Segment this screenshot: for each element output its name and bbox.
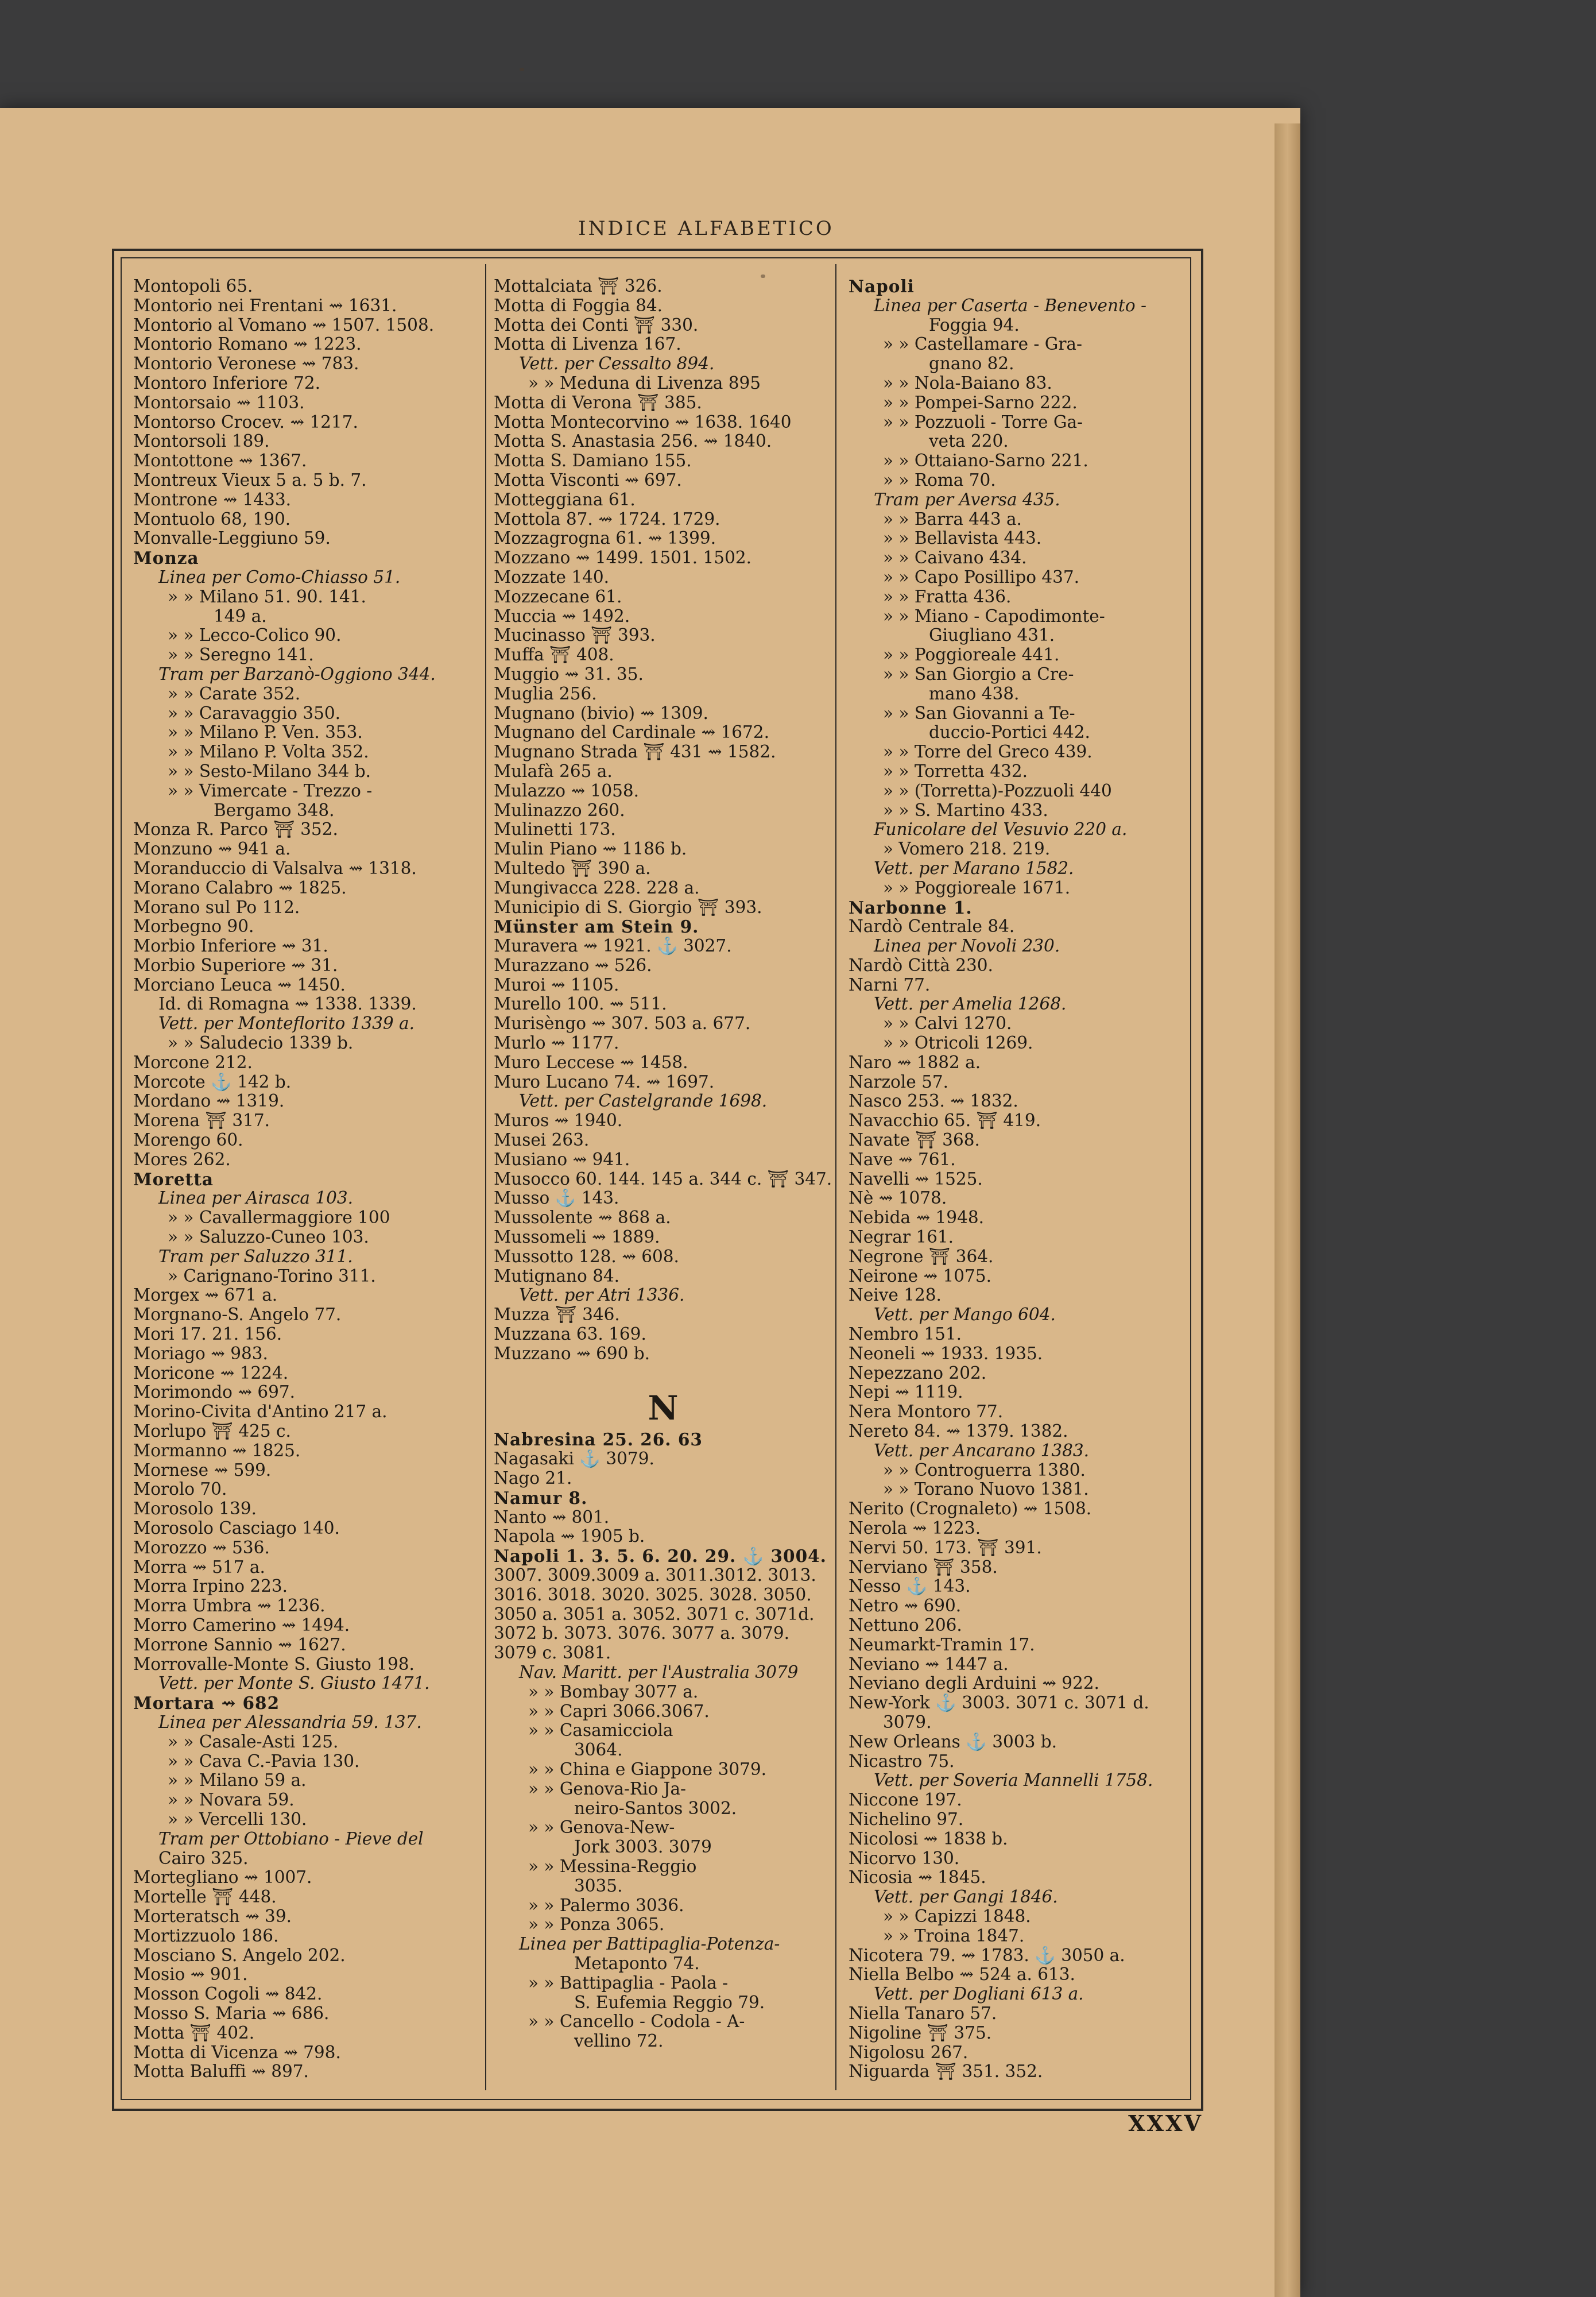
- index-entry: Mozzagrogna 61. ⇝ 1399.: [494, 529, 716, 548]
- index-entry: Narzole 57.: [849, 1072, 948, 1092]
- index-entry: » » Ponza 3065.: [528, 1915, 665, 1935]
- index-entry: Muggio ⇝ 31. 35.: [494, 664, 644, 684]
- index-entry: Mozzate 140.: [494, 567, 610, 587]
- index-entry: Morro Camerino ⇝ 1494.: [133, 1615, 350, 1635]
- index-entry: » » Cavallermaggiore 100: [168, 1208, 390, 1228]
- index-entry: Muzzana 63. 169.: [494, 1325, 646, 1344]
- index-entry: Netro ⇝ 690.: [849, 1596, 962, 1616]
- index-entry: Nagasaki ⚓ 3079.: [494, 1449, 654, 1469]
- index-entry: Muffa ⛩ 408.: [494, 645, 614, 665]
- index-entry: Murlo ⇝ 1177.: [494, 1034, 619, 1053]
- index-entry: Metaponto 74.: [574, 1954, 700, 1973]
- index-entry: Nembro 151.: [849, 1325, 962, 1344]
- index-entry: » » Sesto-Milano 344 b.: [168, 761, 371, 781]
- index-entry: Vett. per Cessalto 894.: [519, 354, 715, 374]
- index-entry: Vett. per Dogliani 613 a.: [874, 1985, 1084, 2004]
- index-entry: » » Pompei-Sarno 222.: [883, 393, 1078, 412]
- index-entry: Musiano ⇝ 941.: [494, 1150, 630, 1169]
- index-entry: » » Novara 59.: [168, 1791, 295, 1810]
- index-entry: » » Torre del Greco 439.: [883, 743, 1093, 762]
- index-entry: Vett. per Mango 604.: [874, 1305, 1056, 1325]
- index-entry: gnano 82.: [929, 354, 1014, 374]
- index-entry: Nerito (Crognaleto) ⇝ 1508.: [849, 1499, 1092, 1519]
- index-entry: Morra Irpino 223.: [133, 1577, 288, 1596]
- index-entry: Napoli 1. 3. 5. 6. 20. 29. ⚓ 3004.: [494, 1546, 827, 1566]
- index-entry: duccio-Portici 442.: [929, 723, 1090, 743]
- index-entry: Mori 17. 21. 156.: [133, 1325, 282, 1344]
- index-entry: Nicosia ⇝ 1845.: [849, 1868, 986, 1888]
- index-entry: Muzza ⛩ 346.: [494, 1305, 620, 1325]
- index-entry: Nardò Città 230.: [849, 956, 993, 975]
- index-entry: Mugnano del Cardinale ⇝ 1672.: [494, 723, 769, 743]
- index-entry: Mulin Piano ⇝ 1186 b.: [494, 840, 687, 859]
- index-entry: Nicolosi ⇝ 1838 b.: [849, 1829, 1008, 1849]
- index-entry: » » Meduna di Livenza 895: [528, 373, 761, 393]
- index-entry: » » China e Giappone 3079.: [528, 1760, 767, 1779]
- index-entry: » » Poggioreale 1671.: [883, 878, 1071, 898]
- index-entry: Mosson Cogoli ⇝ 842.: [133, 1985, 323, 2004]
- index-entry: Morano sul Po 112.: [133, 898, 300, 917]
- index-entry: » » Palermo 3036.: [528, 1896, 684, 1915]
- index-entry: » » Milano P. Ven. 353.: [168, 723, 363, 743]
- index-entry: Namur 8.: [494, 1488, 588, 1508]
- index-entry: Linea per Caserta - Benevento -: [874, 296, 1146, 315]
- index-entry: Mozzecane 61.: [494, 587, 622, 606]
- index-entry: Mosso S. Maria ⇝ 686.: [133, 2004, 330, 2023]
- index-entry: » » Saluzzo-Cuneo 103.: [168, 1228, 369, 1247]
- index-entry: Montorio Romano ⇝ 1223.: [133, 335, 362, 354]
- index-entry: Morbio Inferiore ⇝ 31.: [133, 937, 328, 956]
- index-entry: Morolo 70.: [133, 1480, 227, 1499]
- index-entry: 3035.: [574, 1876, 623, 1896]
- index-entry: 3016. 3018. 3020. 3025. 3028. 3050.: [494, 1585, 812, 1604]
- index-entry: Montrone ⇝ 1433.: [133, 490, 292, 509]
- index-entry: 3064.: [574, 1741, 623, 1760]
- index-entry: Morteratsch ⇝ 39.: [133, 1907, 292, 1926]
- index-entry: » » Milano 59 a.: [168, 1771, 307, 1791]
- index-entry: » » Vimercate - Trezzo -: [168, 781, 373, 801]
- index-entry: » » Capo Posillipo 437.: [883, 567, 1080, 587]
- index-entry: » » Battipaglia - Paola -: [528, 1973, 729, 1993]
- column-rule: [485, 264, 486, 2090]
- index-entry: Mulafà 265 a.: [494, 761, 613, 781]
- index-entry: Monza R. Parco ⛩ 352.: [133, 820, 338, 840]
- index-entry: » » Casale-Asti 125.: [168, 1732, 339, 1751]
- index-entry: Vett. per Monteflorito 1339 a.: [158, 1014, 415, 1034]
- index-entry: Morciano Leuca ⇝ 1450.: [133, 975, 346, 995]
- index-entry: » » Torano Nuovo 1381.: [883, 1480, 1089, 1499]
- index-entry: » » Carate 352.: [168, 684, 301, 703]
- index-entry: Morbio Superiore ⇝ 31.: [133, 956, 338, 975]
- index-entry: Negrone ⛩ 364.: [849, 1247, 994, 1266]
- index-entry: Motta di Vicenza ⇝ 798.: [133, 2043, 341, 2062]
- index-entry: » » Cava C.-Pavia 130.: [168, 1751, 360, 1771]
- index-entry: Musocco 60. 144. 145 a. 344 c. ⛩ 347.: [494, 1169, 832, 1189]
- index-entry: » » Milano 51. 90. 141.: [168, 587, 366, 606]
- index-column-2: [494, 277, 832, 2051]
- index-entry: Musso ⚓ 143.: [494, 1189, 619, 1208]
- index-entry: Muzzano ⇝ 690 b.: [494, 1344, 650, 1363]
- index-entry: Multedo ⛩ 390 a.: [494, 859, 651, 878]
- index-entry: Münster am Stein 9.: [494, 917, 699, 937]
- index-entry: Muros ⇝ 1940.: [494, 1111, 623, 1131]
- index-entry: » » Troina 1847.: [883, 1926, 1025, 1946]
- index-entry: » » Saludecio 1339 b.: [168, 1034, 354, 1053]
- index-entry: Morgnano-S. Angelo 77.: [133, 1305, 342, 1325]
- index-entry: » » Caivano 434.: [883, 548, 1027, 568]
- index-entry: » » S. Martino 433.: [883, 801, 1048, 820]
- index-entry: Mosciano S. Angelo 202.: [133, 1946, 346, 1965]
- index-entry: Morra Umbra ⇝ 1236.: [133, 1596, 326, 1616]
- index-entry: » » Genova-New-: [528, 1818, 675, 1838]
- index-entry: Monza: [133, 548, 199, 568]
- index-entry: Muglia 256.: [494, 684, 597, 703]
- index-entry: » » Casamicciola: [528, 1721, 673, 1741]
- index-entry: Morena ⛩ 317.: [133, 1111, 270, 1131]
- index-entry: » » Cancello - Codola - A-: [528, 2012, 745, 2032]
- index-entry: Motta Visconti ⇝ 697.: [494, 470, 682, 490]
- page-edge: [1275, 123, 1300, 2297]
- index-entry: Motteggiana 61.: [494, 490, 636, 509]
- index-entry: Morosolo Casciago 140.: [133, 1519, 340, 1538]
- index-entry: Tram per Aversa 435.: [874, 490, 1060, 509]
- index-entry: New Orleans ⚓ 3003 b.: [849, 1732, 1057, 1751]
- index-entry: Vett. per Atri 1336.: [519, 1286, 685, 1305]
- index-entry: Motta di Livenza 167.: [494, 335, 681, 354]
- index-entry: mano 438.: [929, 684, 1020, 703]
- index-entry: 3079 c. 3081.: [494, 1644, 611, 1663]
- index-entry: Morimondo ⇝ 697.: [133, 1383, 296, 1402]
- index-entry: Neviano degli Arduini ⇝ 922.: [849, 1674, 1099, 1693]
- index-entry: Mussolente ⇝ 868 a.: [494, 1208, 671, 1228]
- index-entry: Montorsaio ⇝ 1103.: [133, 393, 305, 412]
- index-entry: » » Capri 3066.3067.: [528, 1702, 710, 1721]
- index-entry: Montreux Vieux 5 a. 5 b. 7.: [133, 470, 367, 490]
- index-entry: Nago 21.: [494, 1469, 572, 1488]
- index-entry: Nicorvo 130.: [849, 1849, 960, 1868]
- index-entry: Nera Montoro 77.: [849, 1402, 1004, 1422]
- page-number: XXXV: [1128, 2110, 1203, 2136]
- index-entry: Municipio di S. Giorgio ⛩ 393.: [494, 898, 762, 917]
- index-entry: Nebida ⇝ 1948.: [849, 1208, 984, 1228]
- index-entry: Linea per Battipaglia-Potenza-: [519, 1935, 780, 1954]
- index-entry: Niella Tanaro 57.: [849, 2004, 997, 2023]
- index-entry: New-York ⚓ 3003. 3071 c. 3071 d.: [849, 1693, 1149, 1713]
- index-entry: Morbegno 90.: [133, 917, 254, 937]
- index-entry: Neirone ⇝ 1075.: [849, 1266, 991, 1286]
- index-entry: » » Capizzi 1848.: [883, 1907, 1031, 1926]
- index-entry: » » Caravaggio 350.: [168, 703, 340, 723]
- index-entry: Linea per Airasca 103.: [158, 1189, 354, 1208]
- index-entry: Bergamo 348.: [214, 801, 335, 820]
- index-entry: vellino 72.: [574, 2032, 664, 2051]
- index-entry: Neviano ⇝ 1447 a.: [849, 1654, 1009, 1674]
- index-entry: Nardò Centrale 84.: [849, 917, 1015, 937]
- index-entry: Nerviano ⛩ 358.: [849, 1557, 998, 1577]
- index-entry: Muccia ⇝ 1492.: [494, 606, 630, 626]
- index-entry: Neoneli ⇝ 1933. 1935.: [849, 1344, 1043, 1363]
- index-entry: Linea per Como-Chiasso 51.: [158, 567, 401, 587]
- index-entry: Nettuno 206.: [849, 1615, 962, 1635]
- index-entry: Motta dei Conti ⛩ 330.: [494, 315, 699, 335]
- index-entry: Vett. per Amelia 1268.: [874, 995, 1067, 1014]
- index-entry: Id. di Romagna ⇝ 1338. 1339.: [158, 995, 417, 1014]
- index-entry: Funicolare del Vesuvio 220 a.: [874, 820, 1128, 840]
- index-entry: Motta di Foggia 84.: [494, 296, 663, 315]
- index-entry: Naro ⇝ 1882 a.: [849, 1053, 981, 1072]
- index-entry: Montoro Inferiore 72.: [133, 373, 320, 393]
- index-column-1: [133, 277, 472, 2082]
- index-entry: Morcone 212.: [133, 1053, 253, 1072]
- index-entry: Nave ⇝ 761.: [849, 1150, 956, 1169]
- index-entry: Giugliano 431.: [929, 626, 1055, 645]
- index-entry: » » Genova-Rio Ja-: [528, 1779, 687, 1799]
- index-entry: » » Castellamare - Gra-: [883, 335, 1082, 354]
- index-entry: Napola ⇝ 1905 b.: [494, 1527, 645, 1546]
- index-entry: Mordano ⇝ 1319.: [133, 1092, 285, 1111]
- index-entry: Tram per Ottobiano - Pieve del: [158, 1829, 424, 1849]
- index-entry: Nepi ⇝ 1119.: [849, 1383, 963, 1402]
- index-entry: neiro-Santos 3002.: [574, 1799, 737, 1818]
- index-entry: Navacchio 65. ⛩ 419.: [849, 1111, 1041, 1131]
- index-entry: Mottola 87. ⇝ 1724. 1729.: [494, 509, 720, 529]
- index-entry: Tram per Barzanò-Oggiono 344.: [158, 664, 436, 684]
- index-entry: Montorio nei Frentani ⇝ 1631.: [133, 296, 397, 315]
- column-rule: [835, 264, 836, 2090]
- index-entry: Nesso ⚓ 143.: [849, 1577, 971, 1596]
- index-entry: » » Milano P. Volta 352.: [168, 743, 369, 762]
- index-entry: Nav. Maritt. per l'Australia 3079: [519, 1662, 799, 1682]
- index-entry: Niguarda ⛩ 351. 352.: [849, 2062, 1043, 2082]
- index-entry: Vett. per Marano 1582.: [874, 859, 1074, 878]
- index-entry: Murello 100. ⇝ 511.: [494, 995, 667, 1014]
- index-entry: Moriago ⇝ 983.: [133, 1344, 268, 1363]
- index-entry: Jork 3003. 3079: [574, 1838, 712, 1857]
- index-entry: Monvalle-Leggiuno 59.: [133, 529, 331, 548]
- page-header: INDICE ALFABETICO: [578, 217, 834, 240]
- index-entry: Vett. per Ancarano 1383.: [874, 1441, 1090, 1460]
- index-entry: Nereto 84. ⇝ 1379. 1382.: [849, 1422, 1068, 1441]
- index-entry: Vett. per Soveria Mannelli 1758.: [874, 1771, 1153, 1791]
- index-entry: Moretta: [133, 1169, 214, 1189]
- index-entry: Moranduccio di Valsalva ⇝ 1318.: [133, 859, 417, 878]
- index-entry: Muro Leccese ⇝ 1458.: [494, 1053, 688, 1072]
- index-entry: Muroi ⇝ 1105.: [494, 975, 619, 995]
- index-entry: Montopoli 65.: [133, 277, 253, 296]
- index-entry: Nanto ⇝ 801.: [494, 1507, 610, 1527]
- index-entry: Montottone ⇝ 1367.: [133, 451, 307, 471]
- index-entry: Tram per Saluzzo 311.: [158, 1247, 353, 1266]
- index-entry: Mugnano (bivio) ⇝ 1309.: [494, 703, 708, 723]
- index-entry: » » Otricoli 1269.: [883, 1034, 1033, 1053]
- index-entry: Mozzano ⇝ 1499. 1501. 1502.: [494, 548, 751, 568]
- index-entry: Mucinasso ⛩ 393.: [494, 626, 656, 645]
- index-entry: Nabresina 25. 26. 63: [494, 1430, 703, 1450]
- index-entry: Nicastro 75.: [849, 1751, 955, 1771]
- index-entry: 3050 a. 3051 a. 3052. 3071 c. 3071d.: [494, 1604, 815, 1624]
- index-entry: Linea per Alessandria 59. 137.: [158, 1712, 422, 1732]
- index-entry: 149 a.: [214, 606, 267, 626]
- index-entry: Morengo 60.: [133, 1131, 243, 1150]
- index-entry: Nepezzano 202.: [849, 1363, 987, 1383]
- index-entry: Mores 262.: [133, 1150, 231, 1169]
- index-entry: Narni 77.: [849, 975, 931, 995]
- index-entry: Murazzano ⇝ 526.: [494, 956, 652, 975]
- index-entry: Motta S. Damiano 155.: [494, 451, 692, 471]
- index-entry: » » Pozzuoli - Torre Ga-: [883, 412, 1083, 432]
- index-entry: » » (Torretta)-Pozzuoli 440: [883, 781, 1112, 801]
- index-entry: Narbonne 1.: [849, 898, 973, 918]
- index-entry: Cairo 325.: [158, 1849, 249, 1868]
- index-entry: Mulazzo ⇝ 1058.: [494, 781, 639, 801]
- index-entry: Muro Lucano 74. ⇝ 1697.: [494, 1072, 715, 1092]
- index-entry: Niccone 197.: [849, 1791, 962, 1810]
- index-entry: Negrar 161.: [849, 1228, 954, 1247]
- index-entry: Motta Montecorvino ⇝ 1638. 1640: [494, 412, 792, 432]
- index-entry: Nasco 253. ⇝ 1832.: [849, 1092, 1018, 1111]
- index-entry: 3007. 3009.3009 a. 3011.3012. 3013.: [494, 1566, 816, 1585]
- index-entry: Mortizzuolo 186.: [133, 1926, 279, 1946]
- index-entry: Morano Calabro ⇝ 1825.: [133, 878, 347, 898]
- index-entry: Muravera ⇝ 1921. ⚓ 3027.: [494, 937, 732, 956]
- index-entry: Morino-Civita d'Antino 217 a.: [133, 1402, 388, 1422]
- index-entry: Navelli ⇝ 1525.: [849, 1169, 983, 1189]
- index-entry: Mulinetti 173.: [494, 820, 616, 840]
- index-entry: Mugnano Strada ⛩ 431 ⇝ 1582.: [494, 743, 776, 762]
- index-entry: Vett. per Gangi 1846.: [874, 1888, 1058, 1907]
- index-entry: Mosio ⇝ 901.: [133, 1965, 248, 1985]
- index-entry: Motta Baluffi ⇝ 897.: [133, 2062, 309, 2082]
- index-entry: Morra ⇝ 517 a.: [133, 1557, 265, 1577]
- index-entry: Montuolo 68, 190.: [133, 509, 291, 529]
- index-entry: » » Seregno 141.: [168, 645, 314, 665]
- index-entry: » Vomero 218. 219.: [883, 840, 1051, 859]
- index-entry: veta 220.: [929, 432, 1009, 451]
- index-entry: Mormanno ⇝ 1825.: [133, 1441, 301, 1460]
- index-entry: » » Barra 443 a.: [883, 509, 1022, 529]
- index-entry: » » Roma 70.: [883, 470, 996, 490]
- index-entry: » » San Giovanni a Te-: [883, 703, 1075, 723]
- index-entry: Morgex ⇝ 671 a.: [133, 1286, 278, 1305]
- index-entry: Neumarkt-Tramin 17.: [849, 1635, 1035, 1654]
- index-entry: » » San Giorgio a Cre-: [883, 664, 1074, 684]
- index-entry: 3072 b. 3073. 3076. 3077 a. 3079.: [494, 1624, 789, 1644]
- index-entry: Morrone Sannio ⇝ 1627.: [133, 1635, 346, 1654]
- index-entry: » » Fratta 436.: [883, 587, 1012, 606]
- index-entry: Mussomeli ⇝ 1889.: [494, 1228, 660, 1247]
- index-entry: » » Torretta 432.: [883, 761, 1028, 781]
- index-entry: Morozzo ⇝ 536.: [133, 1538, 270, 1557]
- index-entry: Napoli: [849, 277, 915, 296]
- index-entry: Mortegliano ⇝ 1007.: [133, 1868, 312, 1888]
- index-entry: Monzuno ⇝ 941 a.: [133, 840, 291, 859]
- paper-speck: [761, 274, 765, 278]
- index-entry: Nè ⇝ 1078.: [849, 1189, 947, 1208]
- index-entry: » » Vercelli 130.: [168, 1809, 307, 1829]
- index-entry: » » Nola-Baiano 83.: [883, 373, 1052, 393]
- index-entry: Murisèngo ⇝ 307. 503 a. 677.: [494, 1014, 751, 1034]
- index-entry: Motta ⛩ 402.: [133, 2023, 255, 2043]
- index-entry: [494, 1364, 832, 1383]
- index-entry: » » Lecco-Colico 90.: [168, 626, 342, 645]
- index-entry: Motta di Verona ⛩ 385.: [494, 393, 702, 412]
- index-entry: Linea per Novoli 230.: [874, 937, 1060, 956]
- index-entry: Mulinazzo 260.: [494, 801, 625, 820]
- index-entry: Mungivacca 228. 228 a.: [494, 878, 700, 898]
- index-entry: Mornese ⇝ 599.: [133, 1460, 272, 1480]
- index-column-3: [849, 277, 1187, 2082]
- index-entry: » » Miano - Capodimonte-: [883, 606, 1105, 626]
- index-entry: » » Messina-Reggio: [528, 1857, 697, 1876]
- index-entry: Morosolo 139.: [133, 1499, 257, 1519]
- index-entry: Moricone ⇝ 1224.: [133, 1363, 289, 1383]
- index-entry: Morlupo ⛩ 425 c.: [133, 1422, 291, 1441]
- index-entry: Vett. per Castelgrande 1698.: [519, 1092, 768, 1111]
- index-entry: Mussotto 128. ⇝ 608.: [494, 1247, 679, 1266]
- index-entry: Mutignano 84.: [494, 1266, 620, 1286]
- index-entry: N: [648, 1389, 679, 1428]
- index-entry: Mortelle ⛩ 448.: [133, 1888, 277, 1907]
- index-entry: » » Bombay 3077 a.: [528, 1682, 699, 1702]
- index-entry: Nigolosu 267.: [849, 2043, 969, 2062]
- index-entry: Morrovalle-Monte S. Giusto 198.: [133, 1654, 415, 1674]
- index-entry: Neive 128.: [849, 1286, 942, 1305]
- index-entry: Nichelino 97.: [849, 1809, 964, 1829]
- index-entry: Montorso Crocev. ⇝ 1217.: [133, 412, 358, 432]
- index-entry: Musei 263.: [494, 1131, 590, 1150]
- index-entry: S. Eufemia Reggio 79.: [574, 1993, 765, 2012]
- index-entry: Montorsoli 189.: [133, 432, 270, 451]
- index-entry: Navate ⛩ 368.: [849, 1131, 980, 1150]
- index-entry: Morcote ⚓ 142 b.: [133, 1072, 292, 1092]
- index-entry: Niella Belbo ⇝ 524 a. 613.: [849, 1965, 1075, 1985]
- index-entry: 3079.: [883, 1712, 932, 1732]
- index-entry: » » Bellavista 443.: [883, 529, 1042, 548]
- index-entry: Foggia 94.: [929, 315, 1020, 335]
- index-entry: Montorio Veronese ⇝ 783.: [133, 354, 359, 374]
- index-entry: Vett. per Monte S. Giusto 1471.: [158, 1674, 430, 1693]
- index-entry: Mottalciata ⛩ 326.: [494, 277, 663, 296]
- index-entry: » » Poggioreale 441.: [883, 645, 1060, 665]
- index-entry: » » Calvi 1270.: [883, 1014, 1012, 1034]
- index-entry: Nicotera 79. ⇝ 1783. ⚓ 3050 a.: [849, 1946, 1125, 1965]
- index-entry: Motta S. Anastasia 256. ⇝ 1840.: [494, 432, 772, 451]
- index-entry: Montorio al Vomano ⇝ 1507. 1508.: [133, 315, 435, 335]
- index-entry: Nigoline ⛩ 375.: [849, 2023, 992, 2043]
- index-entry: Nerola ⇝ 1223.: [849, 1519, 981, 1538]
- index-entry: » Carignano-Torino 311.: [168, 1266, 376, 1286]
- index-entry: Mortara ⇝ 682: [133, 1693, 280, 1713]
- index-entry: » » Ottaiano-Sarno 221.: [883, 451, 1088, 471]
- index-entry: Nervi 50. 173. ⛩ 391.: [849, 1538, 1042, 1557]
- paper-speck: [520, 68, 524, 71]
- index-entry: » » Controguerra 1380.: [883, 1460, 1086, 1480]
